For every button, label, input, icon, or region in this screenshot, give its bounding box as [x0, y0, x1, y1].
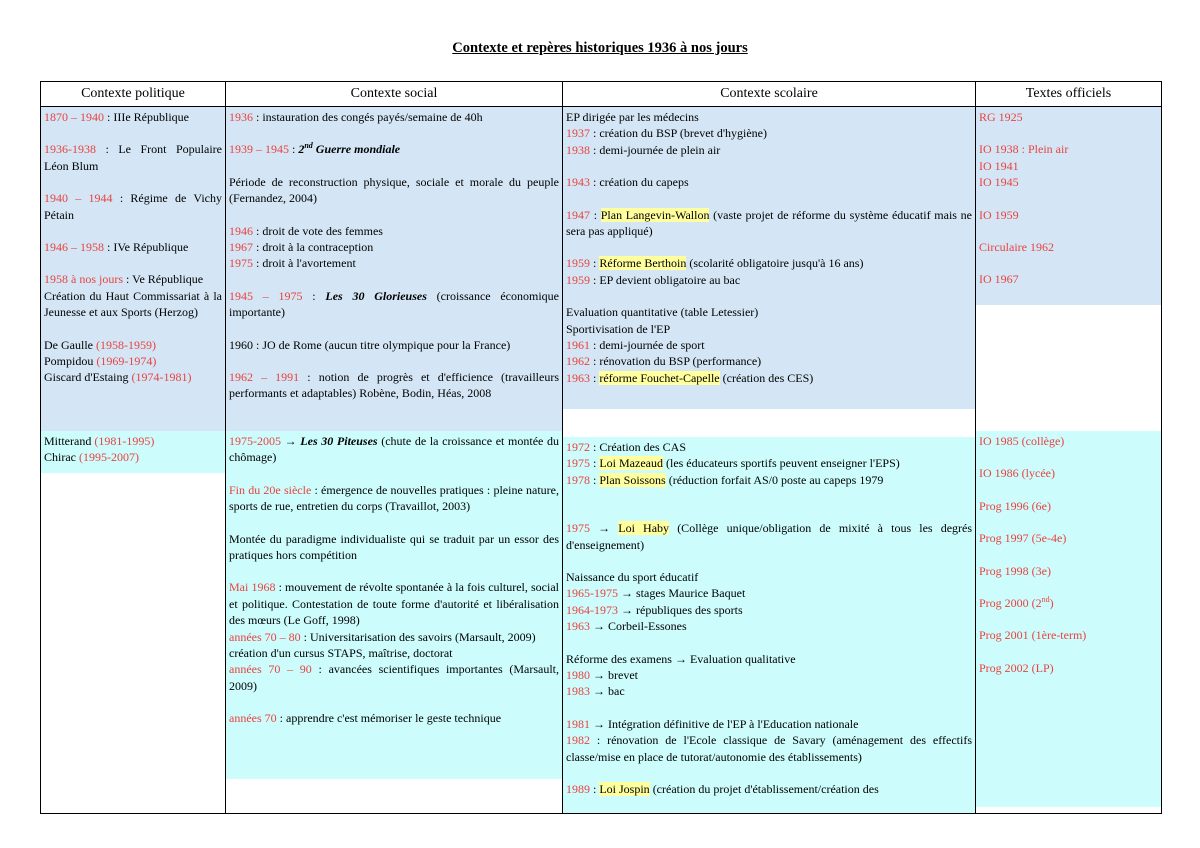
- col-politique: [41, 107, 226, 814]
- textes-entry: [979, 627, 1158, 643]
- social-entry: [229, 337, 559, 353]
- date-label: 1978: [566, 472, 590, 487]
- textes-entry: [979, 595, 1158, 611]
- highlighted-reform: Loi Mazeaud: [599, 456, 663, 471]
- entry-text: : création du capeps: [590, 175, 689, 190]
- entry-text: →: [281, 434, 301, 448]
- entry-text: Réforme des examens → Evaluation qualitative: [566, 651, 796, 666]
- date-label: (1981-1995): [94, 434, 155, 448]
- politique-entry: [44, 239, 222, 255]
- entry-text: : Ve République: [123, 272, 204, 287]
- social-entry: [229, 223, 559, 239]
- entry-text: (chute de la croissance et montée du chômage): [229, 434, 559, 465]
- social-top: [226, 107, 562, 431]
- date-label: IO 1945: [979, 175, 1019, 190]
- scolaire-gap: [563, 409, 975, 437]
- social-entry: [229, 141, 559, 157]
- scolaire-entry: [566, 272, 972, 288]
- date-label: 1965-1975: [566, 586, 618, 601]
- date-label: 1959: [566, 256, 590, 271]
- social-entry: [229, 369, 559, 402]
- date-label: RG 1925: [979, 110, 1023, 124]
- scolaire-bottom: [563, 437, 975, 813]
- textes-entry: [979, 109, 1158, 125]
- entry-text: : apprendre c'est mémoriser le geste technique: [276, 711, 502, 726]
- entry-text: :: [590, 456, 600, 471]
- date-label: Fin du 20e siècle: [229, 482, 312, 497]
- textes-gap: [976, 305, 1161, 431]
- entry-text: Mitterand: [44, 434, 95, 448]
- date-label: 1981: [566, 716, 590, 731]
- emphasis-text: Les 30 Glorieuses: [325, 288, 427, 303]
- date-label: années 70 – 90: [229, 662, 312, 677]
- date-label: 1975: [566, 456, 590, 471]
- date-label: Mai 1968: [229, 580, 276, 595]
- entry-text: → Intégration définitive de l'EP à l'Education nationale: [590, 716, 859, 731]
- textes-top: [976, 107, 1161, 305]
- date-label: Prog 1997 (5e-4e): [979, 531, 1067, 546]
- date-label: 1937: [566, 126, 590, 141]
- entry-text: : droit à la contraception: [253, 240, 374, 255]
- scolaire-entry: [566, 304, 972, 320]
- date-label: 1989: [566, 782, 590, 797]
- highlighted-reform: Plan Langevin-Wallon: [600, 207, 710, 222]
- scolaire-entry: [566, 337, 972, 353]
- scolaire-entry: [566, 569, 972, 585]
- scolaire-entry: [566, 142, 972, 158]
- highlighted-reform: Loi Jospin: [599, 782, 650, 797]
- social-entry: [229, 629, 559, 645]
- entry-text: : avancées scientifiques importantes (Marsault, 2009): [229, 662, 559, 693]
- date-label: 1936: [229, 110, 253, 124]
- date-label: Prog 2000 (2nd): [979, 595, 1054, 611]
- scolaire-entry: [566, 353, 972, 369]
- textes-entry: [979, 239, 1158, 255]
- date-label: 1972: [566, 440, 590, 454]
- date-label: IO 1941: [979, 158, 1019, 173]
- date-label: 1963: [566, 619, 590, 634]
- header-social: Contexte social: [226, 82, 563, 107]
- entry-text: : émergence de nouvelles pratiques : pleine nature, sports de rue, entretien du corps (Travaillot, 2003): [229, 482, 559, 514]
- date-label: 1975-2005: [229, 434, 281, 448]
- header-politique: Contexte politique: [41, 82, 226, 107]
- date-label: 1959: [566, 272, 590, 287]
- entry-text: : Régime de Vichy Pétain: [44, 191, 223, 222]
- scolaire-entry: [566, 370, 972, 386]
- scolaire-entry: [566, 716, 972, 732]
- politique-entry: [44, 369, 222, 385]
- date-label: 1870 – 1940: [44, 110, 104, 124]
- scolaire-entry: [566, 781, 972, 797]
- social-entry: [229, 288, 559, 321]
- date-label: (1969-1974): [96, 354, 157, 369]
- date-label: 1947: [566, 207, 590, 222]
- date-label: 1962 – 1991: [229, 370, 300, 385]
- entry-text: Evaluation quantitative (table Letessier): [566, 305, 759, 320]
- politique-entry: [44, 190, 222, 223]
- col-scolaire: [563, 107, 976, 814]
- emphasis-text: 2nd Guerre mondiale: [298, 141, 401, 157]
- date-label: 1945 – 1975: [229, 288, 303, 303]
- entry-text: création d'un cursus STAPS, maîtrise, doctorat: [229, 646, 453, 661]
- entry-text: : rénovation de l'Ecole classique de Savary (aménagement des effectifs classe/mise en place de tutorat/autonomie des établissements): [566, 733, 972, 764]
- date-label: 1936-1938: [44, 142, 96, 157]
- date-label: 1975: [229, 256, 253, 271]
- entry-text: : mouvement de révolte spontanée à la fois culturel, social et politique. Contestation de toute forme d'autorité et libéralisation des mœurs (Le Goff, 1998): [229, 580, 559, 628]
- politique-entry: [44, 353, 222, 369]
- entry-text: : IIIe République: [104, 110, 189, 124]
- date-label: années 70 – 80: [229, 629, 301, 644]
- scolaire-entry: [566, 174, 972, 190]
- entry-text: : rénovation du BSP (performance): [590, 354, 762, 369]
- textes-entry: [979, 174, 1158, 190]
- scolaire-top: [563, 107, 975, 409]
- date-label: Prog 2001 (1ère-term): [979, 628, 1087, 643]
- header-textes: Textes officiels: [976, 82, 1162, 107]
- scolaire-entry: [566, 651, 972, 667]
- entry-text: → stages Maurice Baquet: [618, 586, 746, 601]
- politique-top: [41, 107, 225, 431]
- scolaire-entry: [566, 602, 972, 618]
- date-label: IO 1986 (lycée): [979, 466, 1055, 481]
- col-textes: [976, 107, 1162, 814]
- date-label: 1938: [566, 142, 590, 157]
- entry-text: EP dirigée par les médecins: [566, 110, 699, 124]
- politique-entry: [44, 288, 222, 321]
- politique-entry: [44, 337, 222, 353]
- entry-text: :: [590, 782, 600, 797]
- date-label: 1946 – 1958: [44, 240, 104, 255]
- entry-text: :: [590, 370, 600, 385]
- social-entry: [229, 661, 559, 694]
- date-label: 1946: [229, 223, 253, 238]
- date-label: 1980: [566, 668, 590, 683]
- date-label: 1964-1973: [566, 602, 618, 617]
- entry-text: : demi-journée de plein air: [590, 142, 721, 157]
- date-label: Prog 2002 (LP): [979, 660, 1054, 675]
- date-label: 1982: [566, 733, 590, 748]
- page-title: Contexte et repères historiques 1936 à nos jours: [452, 40, 748, 56]
- date-label: 1943: [566, 175, 590, 190]
- date-label: Prog 1996 (6e): [979, 498, 1051, 513]
- scolaire-entry: [566, 520, 972, 553]
- highlighted-reform: Plan Soissons: [599, 472, 666, 487]
- textes-entry: [979, 498, 1158, 514]
- textes-entry: [979, 530, 1158, 546]
- date-label: IO 1985 (collège): [979, 434, 1065, 448]
- social-bottom: [226, 431, 562, 779]
- highlighted-reform: Loi Haby: [618, 521, 670, 536]
- entry-text: Montée du paradigme individualiste qui se traduit par un essor des pratiques hors compétition: [229, 531, 559, 563]
- entry-text: →: [590, 521, 619, 536]
- entry-text: Chirac: [44, 450, 79, 465]
- entry-text: : EP devient obligatoire au bac: [590, 272, 741, 287]
- date-label: années 70: [229, 711, 277, 726]
- date-label: (1995-2007): [79, 450, 139, 465]
- entry-text: → brevet: [590, 668, 638, 683]
- date-label: 1939 – 1945: [229, 142, 289, 157]
- entry-text: → bac: [590, 684, 625, 699]
- scolaire-entry: [566, 109, 972, 125]
- entry-text: 1960 : JO de Rome (aucun titre olympique pour la France): [229, 337, 511, 352]
- entry-text: : demi-journée de sport: [590, 338, 705, 353]
- emphasis-text: Les 30 Piteuses: [300, 434, 378, 448]
- scolaire-entry: [566, 255, 972, 271]
- social-entry: [229, 433, 559, 466]
- date-label: 1962: [566, 354, 590, 369]
- entry-text: Création du Haut Commissariat à la Jeunesse et aux Sports (Herzog): [44, 288, 222, 320]
- textes-entry: [979, 660, 1158, 676]
- scolaire-entry: [566, 455, 972, 471]
- entry-text: : création du BSP (brevet d'hygiène): [590, 126, 768, 141]
- entry-text: :: [302, 288, 326, 303]
- entry-text: Naissance du sport éducatif: [566, 570, 699, 585]
- entry-text: (Collège unique/obligation de mixité à tous les degrés d'enseignement): [566, 521, 973, 552]
- entry-text: Sportivisation de l'EP: [566, 321, 671, 336]
- politique-entry: [44, 141, 222, 174]
- entry-text: : droit à l'avortement: [253, 256, 356, 271]
- entry-text: :: [289, 142, 299, 157]
- entry-text: De Gaulle: [44, 337, 96, 352]
- scolaire-entry: [566, 667, 972, 683]
- date-label: 1975: [566, 521, 590, 536]
- social-entry: [229, 482, 559, 515]
- scolaire-entry: [566, 321, 972, 337]
- date-label: Prog 1998 (3e): [979, 563, 1051, 578]
- entry-text: : Création des CAS: [590, 440, 686, 454]
- date-label: IO 1938 : Plein air: [979, 142, 1069, 157]
- politique-entry: [44, 433, 222, 449]
- date-label: (1974-1981): [131, 370, 192, 385]
- date-label: 1967: [229, 240, 253, 255]
- scolaire-entry: [566, 439, 972, 455]
- politique-entry: [44, 449, 222, 465]
- social-entry: [229, 174, 559, 207]
- entry-text: Période de reconstruction physique, sociale et morale du peuple (Fernandez, 2004): [229, 174, 559, 206]
- date-label: 1963: [566, 370, 590, 385]
- entry-text: : droit de vote des femmes: [253, 223, 383, 238]
- textes-entry: [979, 271, 1158, 287]
- highlighted-reform: réforme Fouchet-Capelle: [599, 370, 720, 385]
- social-entry: [229, 109, 559, 125]
- textes-bottom: [976, 431, 1161, 807]
- scolaire-entry: [566, 472, 972, 488]
- scolaire-entry: [566, 683, 972, 699]
- politique-bottom: [41, 431, 225, 473]
- scolaire-entry: [566, 207, 972, 240]
- social-entry: [229, 239, 559, 255]
- entry-text: (création des CES): [719, 370, 814, 385]
- col-social: [226, 107, 563, 814]
- date-label: 1961: [566, 338, 590, 353]
- entry-text: (vaste projet de réforme du système éducatif mais ne sera pas appliqué): [566, 207, 972, 239]
- date-label: IO 1959: [979, 207, 1019, 222]
- entry-text: :: [590, 256, 600, 271]
- social-entry: [229, 579, 559, 628]
- date-label: 1940 – 1944: [44, 191, 113, 206]
- entry-text: Pompidou: [44, 354, 97, 369]
- entry-text: (les éducateurs sportifs peuvent enseigner l'EPS): [662, 456, 900, 471]
- social-entry: [229, 255, 559, 271]
- textes-entry: [979, 433, 1158, 449]
- entry-text: : notion de progrès et d'efficience (travailleurs performants et adaptables) Robène, Bodin, Héas, 2008: [229, 370, 560, 401]
- entry-text: (réduction forfait AS/0 poste au capeps 1979: [665, 472, 884, 487]
- header-scolaire: Contexte scolaire: [563, 82, 976, 107]
- politique-entry: [44, 109, 222, 125]
- social-entry: [229, 710, 559, 726]
- entry-text: → Corbeil-Essones: [590, 619, 687, 634]
- entry-text: → républiques des sports: [618, 602, 743, 617]
- textes-entry: [979, 465, 1158, 481]
- entry-text: : Universitarisation des savoirs (Marsault, 2009): [300, 629, 536, 644]
- entry-text: (croissance économique importante): [229, 288, 559, 320]
- politique-entry: [44, 271, 222, 287]
- entry-text: : instauration des congés payés/semaine de 40h: [253, 110, 483, 124]
- scolaire-entry: [566, 732, 972, 765]
- entry-text: : Le Front Populaire Léon Blum: [44, 142, 222, 173]
- entry-text: :: [590, 472, 600, 487]
- textes-entry: [979, 207, 1158, 223]
- entry-text: :: [590, 207, 601, 222]
- textes-entry: [979, 158, 1158, 174]
- textes-entry: [979, 563, 1158, 579]
- scolaire-entry: [566, 125, 972, 141]
- history-table: [40, 81, 1162, 814]
- highlighted-reform: Réforme Berthoin: [599, 256, 687, 271]
- date-label: (1958-1959): [95, 337, 156, 352]
- entry-text: (scolarité obligatoire jusqu'à 16 ans): [686, 256, 864, 271]
- scolaire-entry: [566, 585, 972, 601]
- date-label: 1958 à nos jours: [44, 272, 123, 287]
- textes-entry: [979, 141, 1158, 157]
- social-entry: [229, 531, 559, 564]
- social-entry: [229, 645, 559, 661]
- date-label: Circulaire 1962: [979, 240, 1054, 255]
- date-label: IO 1967: [979, 272, 1019, 287]
- scolaire-entry: [566, 618, 972, 634]
- entry-text: (création du projet d'établissement/création des: [649, 782, 879, 797]
- entry-text: Giscard d'Estaing: [44, 370, 132, 385]
- entry-text: : IVe République: [104, 240, 189, 255]
- date-label: 1983: [566, 684, 590, 699]
